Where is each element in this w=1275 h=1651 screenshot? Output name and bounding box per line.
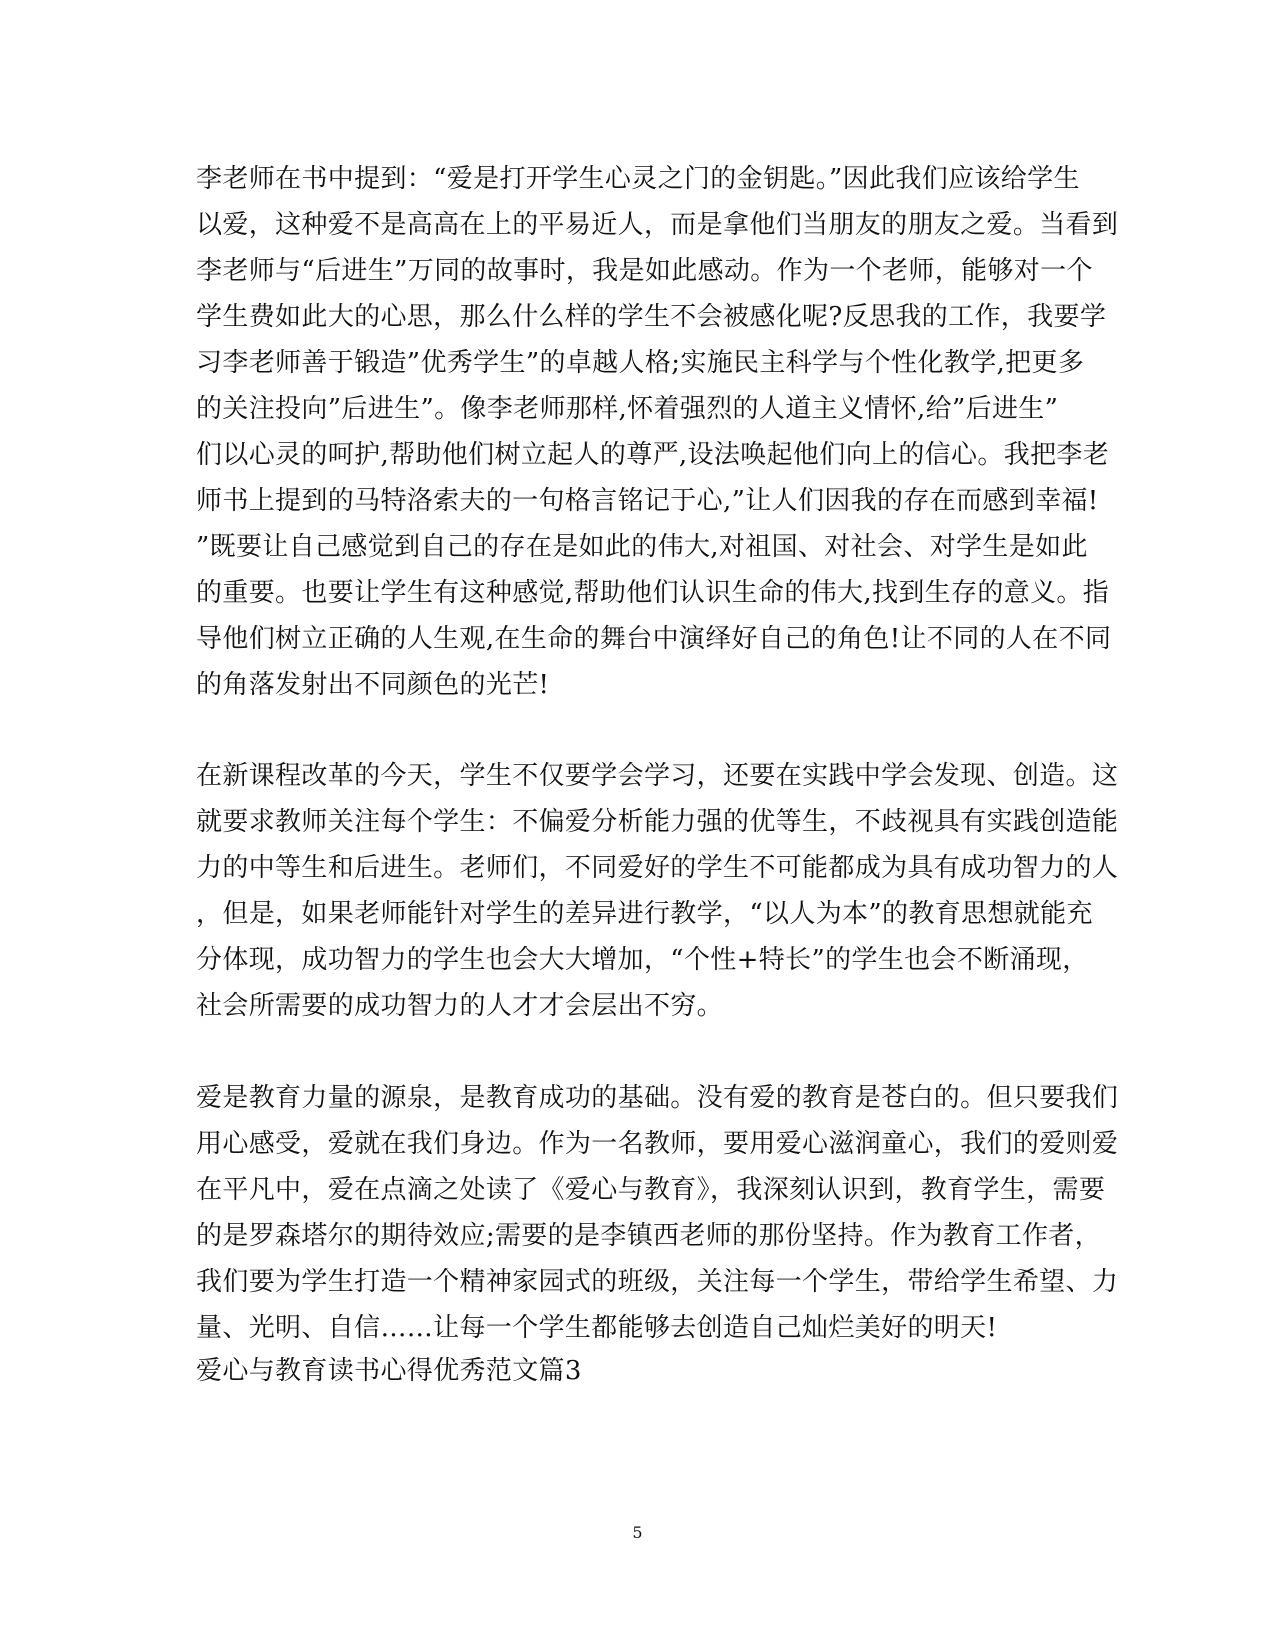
text-line: ”既要让自己感觉到自己的存在是如此的伟大,对祖国、对社会、对学生是如此 (196, 532, 1088, 562)
text-line: 李老师在书中提到：“爱是打开学生心灵之门的金钥匙。”因此我们应该给学生 (196, 164, 1080, 194)
text-line: 习李老师善于锻造”优秀学生”的卓越人格;实施民主科学与个性化教学,把更多 (196, 348, 1085, 378)
text-line: 就要求教师关注每个学生：不偏爱分析能力强的优等生，不歧视具有实践创造能 (196, 807, 1119, 837)
text-line: 师书上提到的马特洛索夫的一句格言铭记于心,”让人们因我的存在而感到幸福! (196, 486, 1099, 516)
text-line: 爱是教育力量的源泉，是教育成功的基础。没有爱的教育是苍白的。但只要我们 (196, 1083, 1119, 1113)
text-line: 李老师与“后进生”万同的故事时，我是如此感动。作为一个老师，能够对一个 (196, 256, 1093, 286)
text-line: ，但是，如果老师能针对学生的差异进行教学，“以人为本”的教育思想就能充 (196, 899, 1093, 929)
text-line: 的重要。也要让学生有这种感觉,帮助他们认识生命的伟大,找到生存的意义。指 (196, 578, 1110, 608)
text-line: 们以心灵的呵护,帮助他们树立起人的尊严,设法唤起他们向上的信心。我把李老 (196, 440, 1110, 470)
text-line: 在新课程改革的今天，学生不仅要学会学习，还要在实践中学会发现、创造。这 (196, 761, 1119, 791)
text-line: 以爱，这种爱不是高高在上的平易近人，而是拿他们当朋友的朋友之爱。当看到 (196, 210, 1119, 240)
section-heading: 爱心与教育读书心得优秀范文篇3 (196, 1356, 582, 1386)
text-line: 在平凡中，爱在点滴之处读了《爱心与教育》，我深刻认识到，教育学生，需要 (196, 1175, 1106, 1205)
text-line: 分体现，成功智力的学生也会大大增加，“个性+特长”的学生也会不断涌现， (196, 945, 1089, 975)
text-line: 我们要为学生打造一个精神家园式的班级，关注每一个学生，带给学生希望、力 (196, 1267, 1119, 1297)
text-line: 的关注投向”后进生”。像李老师那样,怀着强烈的人道主义情怀,给”后进生” (196, 394, 1059, 424)
text-line: 学生费如此大的心思，那么什么样的学生不会被感化呢?反思我的工作，我要学 (196, 302, 1107, 332)
text-line: 的是罗森塔尔的期待效应;需要的是李镇西老师的那份坚持。作为教育工作者， (196, 1221, 1102, 1251)
text-line: 用心感受，爱就在我们身边。作为一名教师，要用爱心滋润童心，我们的爱则爱 (196, 1129, 1119, 1159)
text-line: 导他们树立正确的人生观,在生命的舞台中演绎好自己的角色!让不同的人在不同 (196, 624, 1112, 654)
text-line: 社会所需要的成功智力的人才才会层出不穷。 (196, 991, 724, 1021)
text-line: 力的中等生和后进生。老师们，不同爱好的学生不可能都成为具有成功智力的人 (196, 853, 1119, 883)
text-line: 量、光明、自信……让每一个学生都能够去创造自己灿烂美好的明天! (196, 1313, 998, 1343)
text-line: 的角落发射出不同颜色的光芒! (196, 670, 550, 700)
page-number: 5 (632, 1523, 643, 1542)
